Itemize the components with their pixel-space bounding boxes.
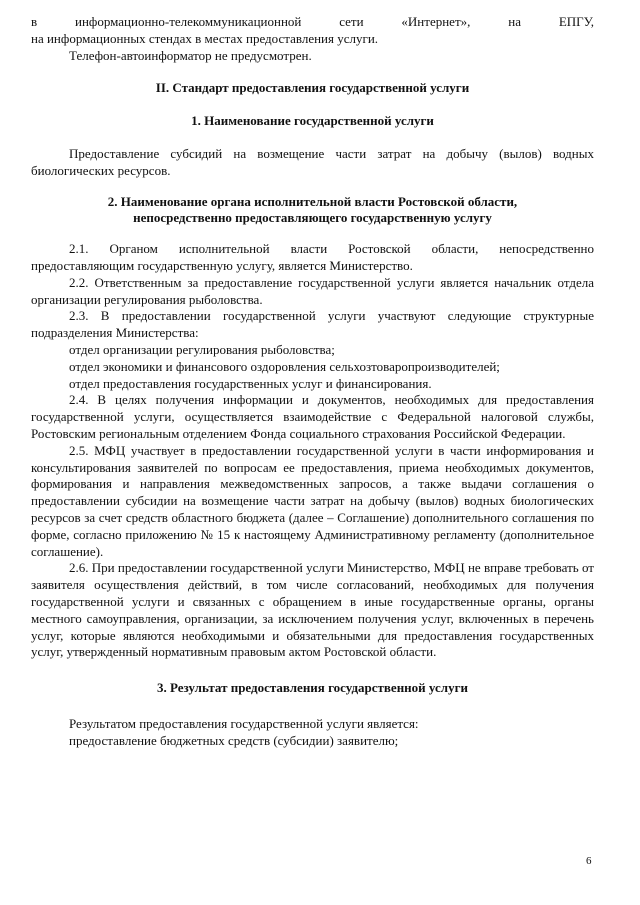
paragraph: 2.2. Ответственным за предоставление государственной услуги является начальник отдела организации регулирования рыболовства. xyxy=(31,274,594,307)
subsection-heading: непосредственно предоставляющего государственную услугу xyxy=(133,210,492,226)
subsection-heading: 2. Наименование органа исполнительной власти Ростовской области, xyxy=(107,193,518,209)
paragraph: 2.6. При предоставлении государственной услуги Министерство, МФЦ не вправе требовать от заявителя осуществления действий, в том числе согласований, необходимых для получения государственной услуги и связанных с обращением в иные государственные органы, органы местного самоуправления, организации, за исключением получения услуг, включенных в перечень услуг, которые являются необходимыми и обязательными для предоставления государственных услуг, утвержденный нормативным правовым актом Ростовской области. xyxy=(31,560,594,660)
section-heading: II. Стандарт предоставления государственной услуги xyxy=(155,80,470,96)
list-item: отдел экономики и финансового оздоровления сельхозтоваропроизводителей; xyxy=(69,358,500,374)
paragraph-line: в информационно-телекоммуникационной сети «Интернет», на ЕПГУ, xyxy=(31,14,594,29)
paragraph: 2.3. В предоставлении государственной услуги участвуют следующие структурные подразделения Министерства: xyxy=(31,308,594,341)
paragraph: предоставление бюджетных средств (субсидии) заявителю; xyxy=(69,732,399,748)
paragraph: 2.1. Органом исполнительной власти Ростовской области, непосредственно предоставляющим государственную услугу, является Министерство. xyxy=(31,241,594,273)
paragraph: Результатом предоставления государственной услуги является: xyxy=(69,715,419,731)
paragraph: 2.4. В целях получения информации и документов, необходимых для предоставления государственной услуги, осуществляется взаимодействие с Федеральной налоговой службы, Ростовским региональным отделением Фонда социального страхования Российской Федерации. xyxy=(31,392,594,441)
paragraph: 2.5. МФЦ участвует в предоставлении государственной услуги в части информирования и консультирования заявителей по вопросам ее предоставления, приема необходимых документов, формирования и направления межведомственных запросов, а также выдачи соглашения о предоставлении субсидии на возмещение части затрат на добычу (вылов) водных биологических ресурсов за счет средств областного бюджета (далее – Соглашение) дополнительного соглашения по форме, согласно приложению № 15 к настоящему Административному регламенту (дополнительное соглашение). xyxy=(31,442,594,559)
list-item: отдел предоставления государственных услуг и финансирования. xyxy=(69,375,432,391)
subsection-heading: 1. Наименование государственной услуги xyxy=(191,113,434,129)
paragraph-line: на информационных стендах в местах предоставления услуги. xyxy=(31,30,379,46)
paragraph: Предоставление субсидий на возмещение части затрат на добычу (вылов) водных биологических ресурсов. xyxy=(31,145,594,178)
page-number: 6 xyxy=(586,855,592,867)
paragraph: Телефон-автоинформатор не предусмотрен. xyxy=(69,47,312,63)
page-body xyxy=(31,14,594,749)
subsection-heading: 3. Результат предоставления государственной услуги xyxy=(157,680,468,696)
list-item: отдел организации регулирования рыболовства; xyxy=(69,341,335,357)
